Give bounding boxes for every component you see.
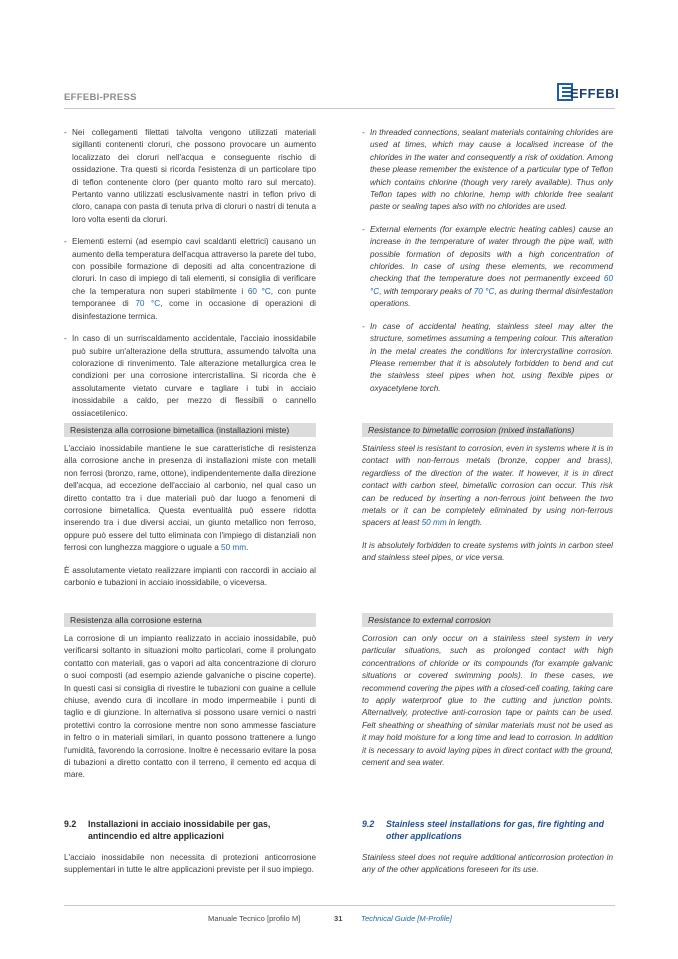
italian-column [64, 127, 316, 430]
section-heading: Resistenza alla corrosione bimetallica (installazioni miste) [64, 423, 316, 437]
page-number: 31 [334, 914, 343, 923]
effebi-logo [557, 83, 620, 103]
section-heading: Resistance to bimetallic corrosion (mixed installations) [362, 423, 613, 437]
logo-text: EFFEBI [570, 86, 620, 101]
list-item: - External elements (for example electric heating cables) cause an increase in the temperature of water through the pipe wall, with possible formation of deposits with a high concentration of chlorides. In case of using these elements, we recommend checking that the temperature does not permanently exceed 60 °C, with temporary peaks of 70 °C, as during thermal disinfestation operations. [362, 224, 614, 309]
temperature-value: 60 °C [370, 274, 614, 296]
paragraph: L'acciaio inossidabile mantiene le sue caratteristiche di resistenza alla corrosione anche in presenza di installazioni miste con metalli non ferrosi (bronzo, rame, ottone), indipendentemente dalla direzione dell'acqua, ad eccezione dell'acciaio al carbonio, nel qual caso un diretto contatto tra i due materiali può dar luogo a fenomeni di corrosione bimetallica. Questa eventualità può essere ridotta inserendo tra i due diversi acciai, un giunto metallico non ferroso, oppure può essere del tutto eliminata con l'impiego di distanziali non ferrosi con lunghezza maggiore o uguale a 50 mm. [64, 444, 316, 553]
paragraph: Corrosion can only occur on a stainless steel system in very particular situations, such as prolonged contact with high concentrations of chloride or its compounds (for example galvanic situations or covered swimming pools). In these cases, we recommend covering the pipes with a closed-cell coating, taking care to apply waterproof glue to the cutting and junction points. Alternatively, protective anti-corrosion tape or paints can be used. Felt sheathing or sheathing of similar materials must not be used as it may hold moisture for a long time and lead to corrosion. In addition it is necessary to avoid laying pipes in direct contact with the ground, cement and sea water. [362, 634, 613, 768]
italian-bimetal-section [64, 423, 316, 599]
section-heading: Resistance to external corrosion [362, 613, 613, 627]
temperature-peak: 70 °C [473, 286, 495, 296]
paragraph: Stainless steel does not require additional anticorrosion protection in any of the other applications foreseen for its use. [362, 853, 613, 875]
footer-guide-title: Technical Guide [M-Profile] [361, 914, 452, 923]
temperature-value: 60 °C [247, 286, 271, 296]
section-title: 9.2 Installazioni in acciaio inossidabile per gas, antincendio ed altre applicazioni [64, 819, 271, 841]
list-item: - In threaded connections, sealant materials containing chlorides are used at times, which may cause a localised increase of the chlorides in the water and consequently a risk of oxidation. Among these please remember the existence of a particular type of Teflon which contains chlorine (though very rarely available). Thus only Teflon tapes with no chlorine, hemp with chloride free sealant paste or sealing tapes also with no chlorides are used. [362, 128, 613, 212]
section-title: 9.2 Stainless steel installations for gas, fire fighting and other applications [362, 819, 605, 841]
section-heading: Resistenza alla corrosione esterna [64, 613, 316, 627]
paragraph: It is absolutely forbidden to create systems with joints in carbon steel and stainless steel pipes, or vice versa. [362, 540, 613, 563]
footer-divider [64, 905, 615, 906]
italian-section-9-2 [64, 818, 316, 887]
italian-external-section [64, 613, 316, 792]
temperature-peak: 70 °C [135, 299, 161, 309]
english-bimetal-section [362, 423, 613, 575]
paragraph: L'acciaio inossidabile non necessita di protezioni anticorrosione supplementari in tutte le altre applicazioni previste per il suo impiego. [64, 853, 316, 875]
english-section-9-2 [362, 818, 613, 887]
header-divider [64, 108, 615, 109]
length-value: 50 mm [221, 543, 247, 553]
length-value: 50 mm [421, 518, 447, 528]
list-item: - In case of accidental heating, stainless steel may alter the structure, sometimes assuming a tempering colour. This alteration in the metal creates the conditions for intercrystalline corrosion. Please remember that it is absolutely forbidden to bend and cut the stainless steel pipes when hot, using flexible pipes or oxyacetylene torch. [362, 321, 613, 393]
english-column [362, 127, 613, 405]
list-item: - Elementi esterni (ad esempio cavi scaldanti elettrici) causano un aumento della temperatura dell'acqua attraverso la parete del tubo, con possibile formazione di depositi ad alta concentrazione di cloruri. In caso di impiego di tali elementi, si consiglia di verificare che la temperatura non superi stabilmente i 60 °C, con punte temporanee di 70 °C, come in occasione di operazioni di disinfestazione termica. [64, 237, 317, 321]
list-item: - In caso di un surriscaldamento accidentale, l'acciaio inossidabile può subire un'alterazione della struttura, assumendo talvolta una colorazione di rinvenimento. Tale alterazione metallurgica crea le condizioni per una corrosione intercristallina. Si ricorda che è assolutamente vietato curvare e tagliare i tubi in acciaio inossidabile a caldo, per mezzo di flessibili o cannello ossiacetilenico. [64, 334, 316, 418]
footer-manual-title: Manuale Tecnico [profilo M] [208, 914, 301, 923]
paragraph: Stainless steel is resistant to corrosion, even in systems where it is in contact with non-ferrous metals (bronze, copper and brass), regardless of the direction of the water. If however, it is in direct contact with carbon steel, bimetallic corrosion can occur. This risk can be reduced by inserting a non-ferrous joint between the two metals or it can be completely eliminated by using non-ferrous spacers at least 50 mm in length. [362, 444, 613, 528]
english-external-section [362, 613, 613, 779]
list-item: - Nei collegamenti filettati talvolta vengono utilizzati materiali sigillanti contenenti cloruri, che possono provocare un aumento localizzato dei cloruri nell'acqua e conseguente rischio di ossidazione. Tra questi si ricorda l'esistenza di un particolare tipo di teflon contenente cloro (per quanto molto raro sul mercato). Pertanto vanno utilizzati esclusivamente nastri in teflon privo di cloro, canapa con pasta di tenuta priva di cloruri o nastri di tenuta a loro volta esenti da cloruri. [64, 128, 316, 224]
paragraph: La corrosione di un impianto realizzato in acciaio inossidabile, può verificarsi soltanto in situazioni molto particolari, come il prolungato contatto con materiali, gas o vapori ad alta concentrazione di cloruro o suoi composti (ad esempio aziende galvaniche o piscine coperte). In questi casi si consiglia di rivestire le tubazioni con guaine a cellule chiuse, avendo cura di incollare in modo impermeabile i punti di taglio e di giunzione. In alternativa si possono usare vernici o nastri protettivi contro la corrosione mentre non sono ammesse fasciature in feltro o in materiali similari, in quanto possono trattenere a lungo l'umidità, favorendo la corrosione. Inoltre è necessario evitare la posa di tubazioni a diretto contatto con il terreno, il cemento ed acqua di mare. [64, 634, 316, 780]
brand-name: EFFEBI-PRESS [64, 92, 137, 103]
paragraph: È assolutamente vietato realizzare impianti con raccordi in acciaio al carbonio e tubazioni in acciaio inossidabile, o viceversa. [64, 565, 316, 588]
